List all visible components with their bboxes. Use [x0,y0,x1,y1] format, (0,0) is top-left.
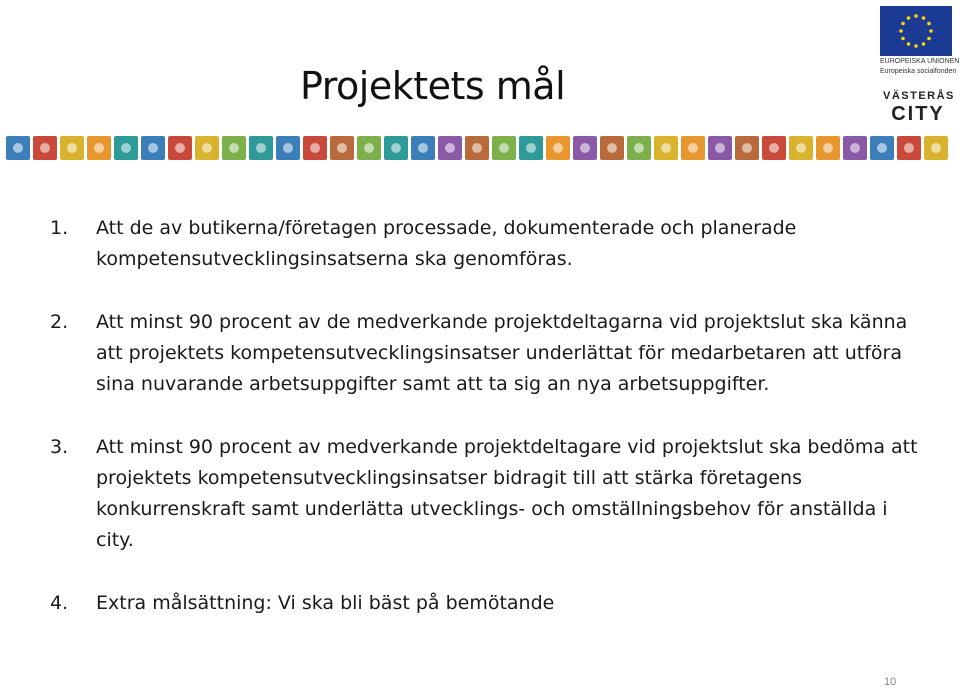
strip-pictogram-icon [904,143,914,153]
eu-star-icon [929,29,933,33]
strip-pictogram-icon [283,143,293,153]
goal-text: Att minst 90 procent av de medverkande projektdeltagarna vid projektslut ska känna att projektets kompetensutvecklingsinsatser underlättat för medarbetaren att utföra sina nuvarande arbetsuppgifter samt att ta sig an nya arbetsuppgifter. [96,311,908,395]
goal-text: Att de av butikerna/företagen processade, dokumenterade och planerade kompetensutvecklingsinsatserna ska genomföras. [96,217,797,270]
goal-item-1 [50,213,930,275]
strip-pictogram-icon [364,143,374,153]
strip-pictogram-icon [40,143,50,153]
city-logo-line2: CITY [891,103,945,125]
strip-pictogram-icon [337,143,347,153]
strip-pictogram-icon [94,143,104,153]
strip-pictogram-icon [121,143,131,153]
strip-pictogram-icon [526,143,536,153]
city-logo-line1: VÄSTERÅS [883,90,955,102]
strip-pictogram-icon [661,143,671,153]
goal-number: 4. [50,592,69,614]
strip-pictogram-icon [229,143,239,153]
strip-pictogram-icon [202,143,212,153]
eu-star-icon [922,42,926,46]
goal-number: 1. [50,217,69,239]
strip-pictogram-icon [877,143,887,153]
strip-pictogram-icon [742,143,752,153]
goal-item-4 [50,588,930,619]
strip-pictogram-icon [850,143,860,153]
strip-pictogram-icon [391,143,401,153]
eu-star-icon [927,22,931,26]
goal-item-2 [50,307,930,400]
strip-pictogram-icon [499,143,509,153]
eu-star-icon [907,42,911,46]
strip-pictogram-icon [634,143,644,153]
strip-pictogram-icon [256,143,266,153]
strip-pictogram-icon [418,143,428,153]
strip-pictogram-icon [13,143,23,153]
eu-star-icon [907,16,911,20]
strip-pictogram-icon [445,143,455,153]
eu-caption-line2: Europeiska socialfonden [880,68,957,75]
goal-text: Extra målsättning: Vi ska bli bäst på bemötande [96,592,555,614]
strip-pictogram-icon [823,143,833,153]
strip-pictogram-icon [769,143,779,153]
strip-pictogram-icon [580,143,590,153]
goal-item-3 [50,432,930,556]
eu-star-icon [901,22,905,26]
strip-pictogram-icon [148,143,158,153]
goal-number: 2. [50,311,69,333]
eu-star-icon [914,44,918,48]
eu-flag-icon [880,6,952,56]
goal-text: Att minst 90 procent av medverkande projektdeltagare vid projektslut ska bedöma att projektets kompetensutvecklingsinsatser bidragit till att stärka företagens konkurrenskraft samt underlätta utvecklings- och omställningsbehov för anställda i city. [96,436,918,551]
goal-number: 3. [50,436,69,458]
slide-title: Projektets mål [300,64,566,108]
eu-star-icon [899,29,903,33]
eu-star-icon [922,16,926,20]
eu-star-icon [901,37,905,41]
strip-pictogram-icon [67,143,77,153]
strip-pictogram-icon [715,143,725,153]
strip-pictogram-icon [310,143,320,153]
strip-pictogram-icon [175,143,185,153]
vasteras-city-logo [883,90,953,125]
eu-star-icon [914,14,918,18]
strip-pictogram-icon [931,143,941,153]
strip-pictogram-icon [796,143,806,153]
goals-list [50,213,930,619]
eu-logo [880,6,960,76]
page-number: 10 [884,676,897,688]
decorative-icon-strip [0,133,960,163]
strip-pictogram-icon [553,143,563,153]
eu-star-icon [927,37,931,41]
eu-caption-line1: EUROPEISKA UNIONEN [880,58,960,65]
strip-pictogram-icon [607,143,617,153]
strip-pictogram-icon [688,143,698,153]
strip-pictogram-icon [472,143,482,153]
